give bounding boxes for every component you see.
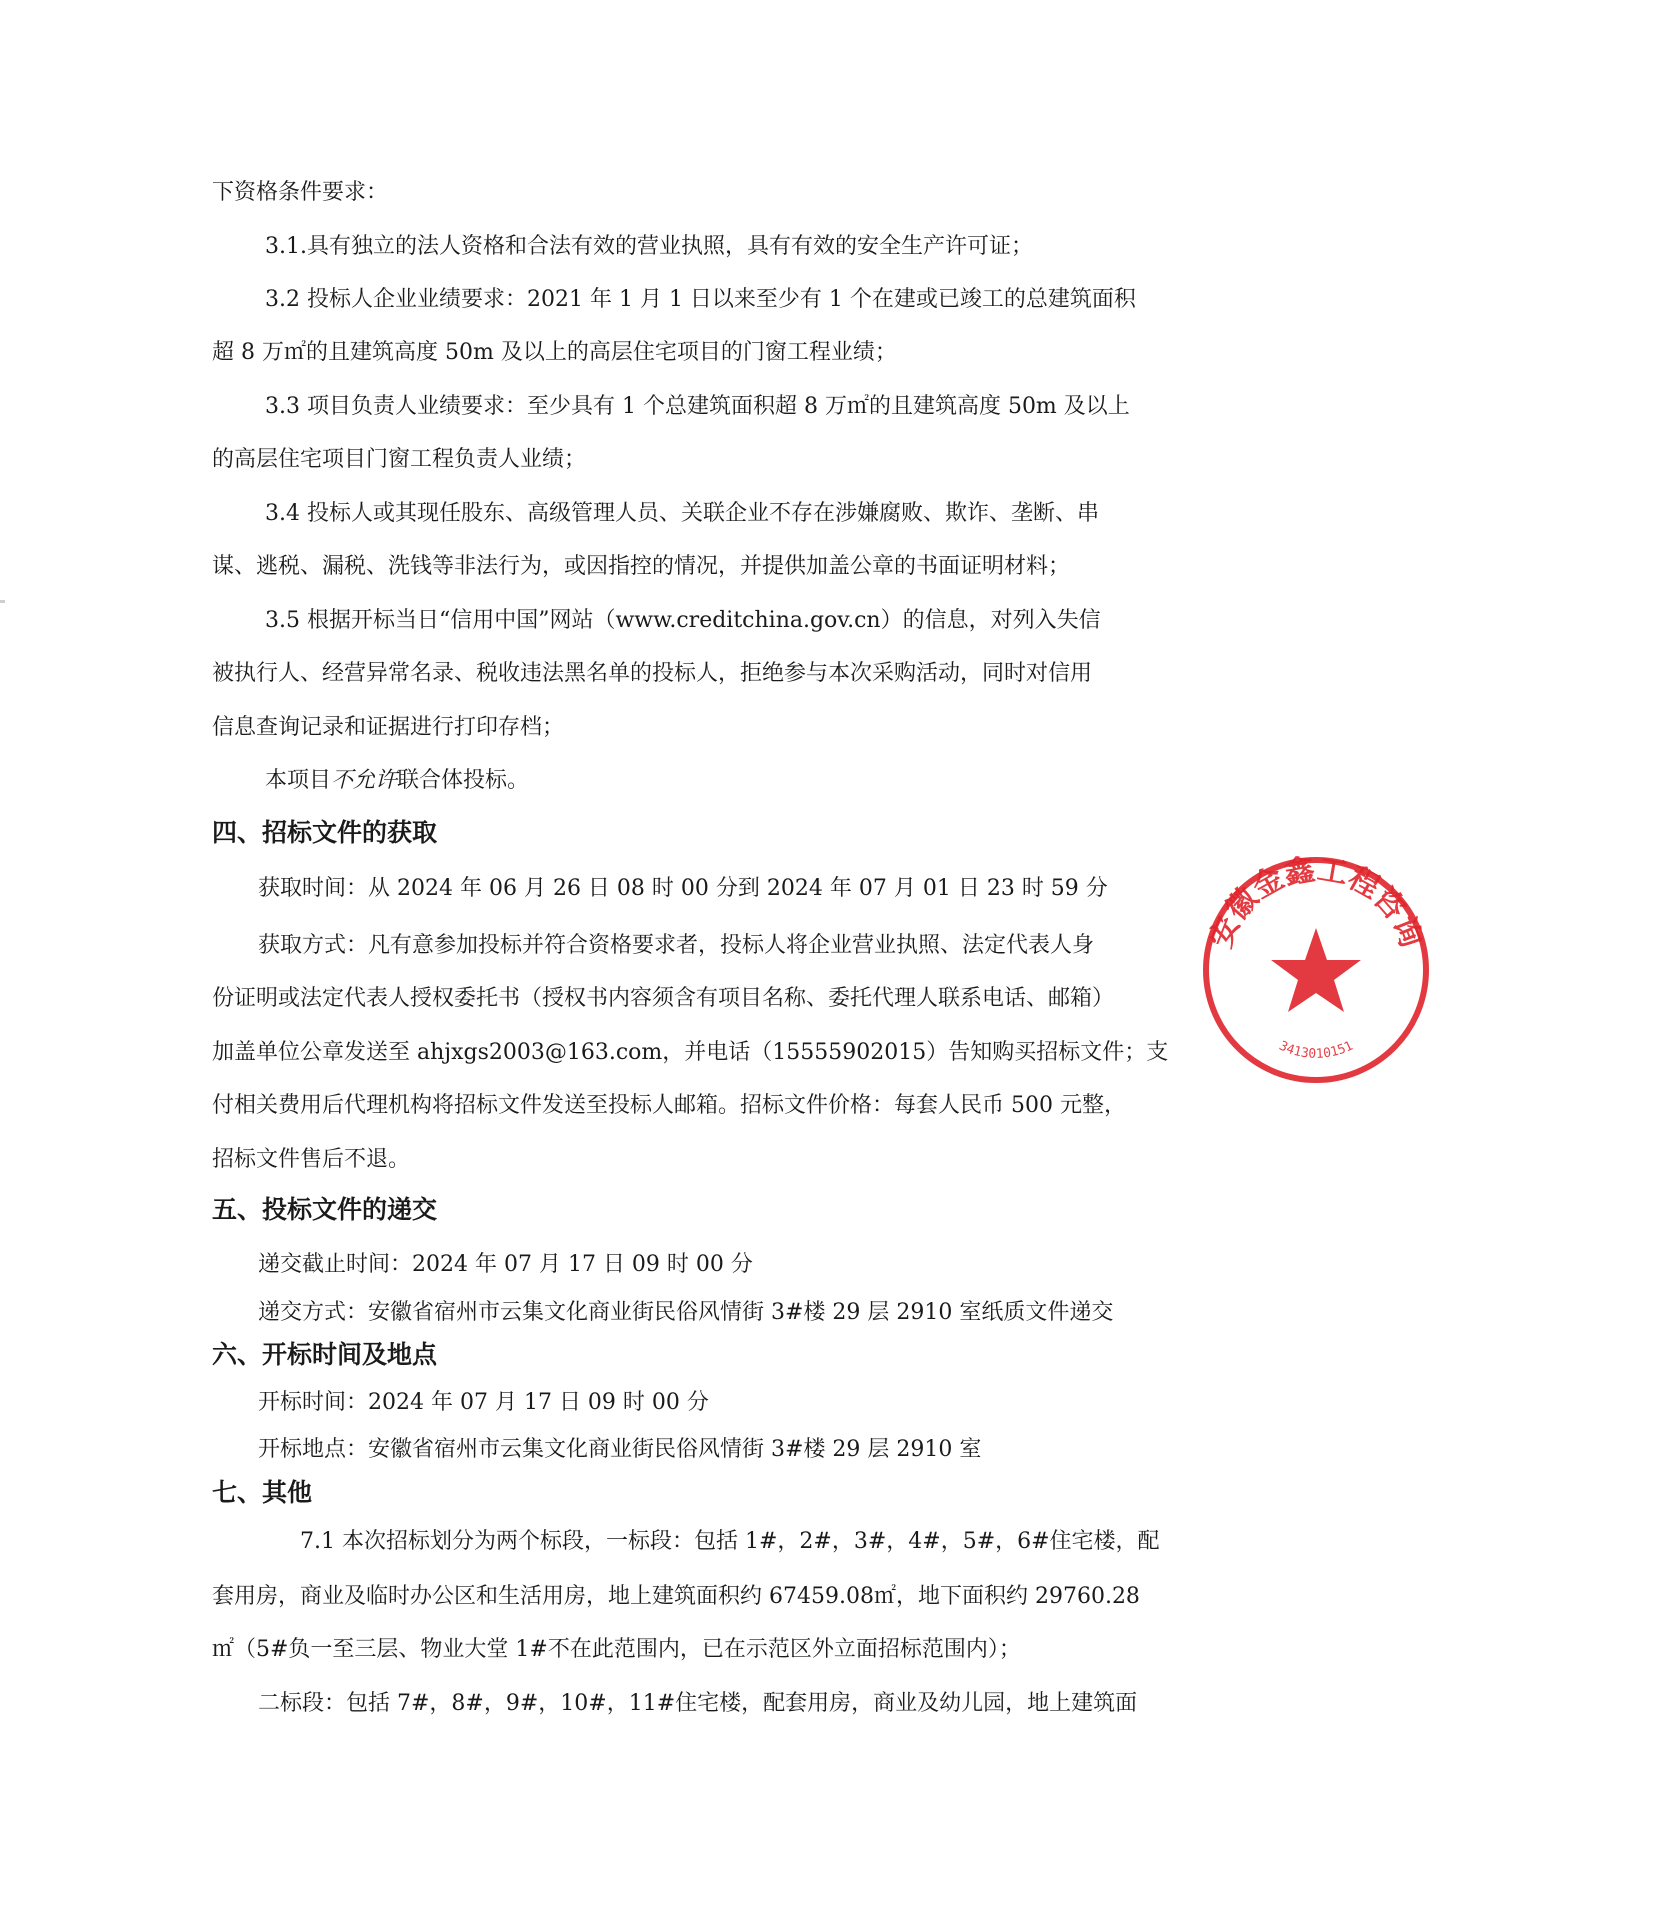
paragraph-line: 付相关费用后代理机构将招标文件发送至投标人邮箱。招标文件价格：每套人民币 500 元整， — [212, 1093, 1126, 1118]
section-heading: 五、投标文件的递交 — [212, 1195, 438, 1224]
paragraph-line: 加盖单位公章发送至 ahjxgs2003@163.com，并电话（15555902015）告知购买招标文件；支 — [212, 1040, 1169, 1065]
scan-mark — [0, 600, 5, 603]
paragraph-line: 的高层住宅项目门窗工程负责人业绩； — [212, 447, 587, 472]
section-heading: 六、开标时间及地点 — [212, 1340, 438, 1369]
paragraph-line: 信息查询记录和证据进行打印存档； — [212, 715, 565, 740]
paragraph-line: 3.4 投标人或其现任股东、高级管理人员、关联企业不存在涉嫌腐败、欺诈、垄断、串 — [265, 501, 1099, 526]
company-seal — [1196, 850, 1436, 1090]
seal-number: 3413010151 — [1276, 1038, 1356, 1062]
paragraph-line: 开标时间：2024 年 07 月 17 日 09 时 00 分 — [258, 1390, 709, 1415]
paragraph-line: 3.5 根据开标当日“信用中国”网站（www.creditchina.gov.cn）的信息，对列入失信 — [265, 608, 1101, 633]
seal-graphic — [1196, 850, 1436, 1090]
consortium-line — [0, 766, 1622, 796]
section-heading: 七、其他 — [212, 1478, 313, 1507]
section-heading: 四、招标文件的获取 — [212, 818, 438, 847]
seal-text: 安徽金鑫工程咨询 — [1203, 852, 1429, 953]
consortium-suffix: 联合体投标。 — [397, 768, 530, 793]
paragraph-line: 7.1 本次招标划分为两个标段，一标段：包括 1#，2#，3#，4#，5#，6#住宅楼，配 — [300, 1529, 1160, 1554]
paragraph-line: 谋、逃税、漏税、洗钱等非法行为，或因指控的情况，并提供加盖公章的书面证明材料； — [212, 554, 1071, 579]
paragraph-line: ㎡（5#负一至三层、物业大堂 1#不在此范围内，已在示范区外立面招标范围内）； — [212, 1637, 1021, 1662]
paragraph-line: 招标文件售后不退。 — [212, 1147, 411, 1172]
paragraph-line: 份证明或法定代表人授权委托书（授权书内容须含有项目名称、委托代理人联系电话、邮箱） — [212, 986, 1115, 1011]
paragraph-line: 二标段：包括 7#，8#，9#，10#，11#住宅楼，配套用房，商业及幼儿园，地上建筑面 — [258, 1691, 1138, 1716]
paragraph-line: 被执行人、经营异常名录、税收违法黑名单的投标人，拒绝参与本次采购活动，同时对信用 — [212, 661, 1093, 686]
paragraph-line: 3.3 项目负责人业绩要求：至少具有 1 个总建筑面积超 8 万㎡的且建筑高度 50m 及以上 — [265, 394, 1130, 419]
paragraph-line: 3.1.具有独立的法人资格和合法有效的营业执照，具有有效的安全生产许可证； — [265, 234, 1033, 259]
paragraph-line: 递交截止时间：2024 年 07 月 17 日 09 时 00 分 — [258, 1252, 753, 1277]
paragraph-line: 下资格条件要求： — [212, 180, 389, 205]
paragraph-line: 超 8 万㎡的且建筑高度 50m 及以上的高层住宅项目的门窗工程业绩； — [212, 340, 897, 365]
consortium-prefix: 本项目 — [265, 768, 332, 793]
paragraph-line: 获取时间：从 2024 年 06 月 26 日 08 时 00 分到 2024 年 07 月 01 日 23 时 59 分 — [258, 876, 1108, 901]
seal-star-icon — [1271, 928, 1361, 1012]
paragraph-line: 套用房，商业及临时办公区和生活用房，地上建筑面积约 67459.08㎡，地下面积约 29760.28 — [212, 1584, 1140, 1609]
paragraph-line: 开标地点：安徽省宿州市云集文化商业街民俗风情街 3#楼 29 层 2910 室 — [258, 1437, 982, 1462]
paragraph-line: 递交方式：安徽省宿州市云集文化商业街民俗风情街 3#楼 29 层 2910 室纸质文件递交 — [258, 1300, 1114, 1325]
consortium-emphasis: 不允许 — [331, 768, 398, 793]
paragraph-line: 获取方式：凡有意参加投标并符合资格要求者，投标人将企业营业执照、法定代表人身 — [258, 933, 1095, 958]
paragraph-line: 3.2 投标人企业业绩要求：2021 年 1 月 1 日以来至少有 1 个在建或已竣工的总建筑面积 — [265, 287, 1136, 312]
